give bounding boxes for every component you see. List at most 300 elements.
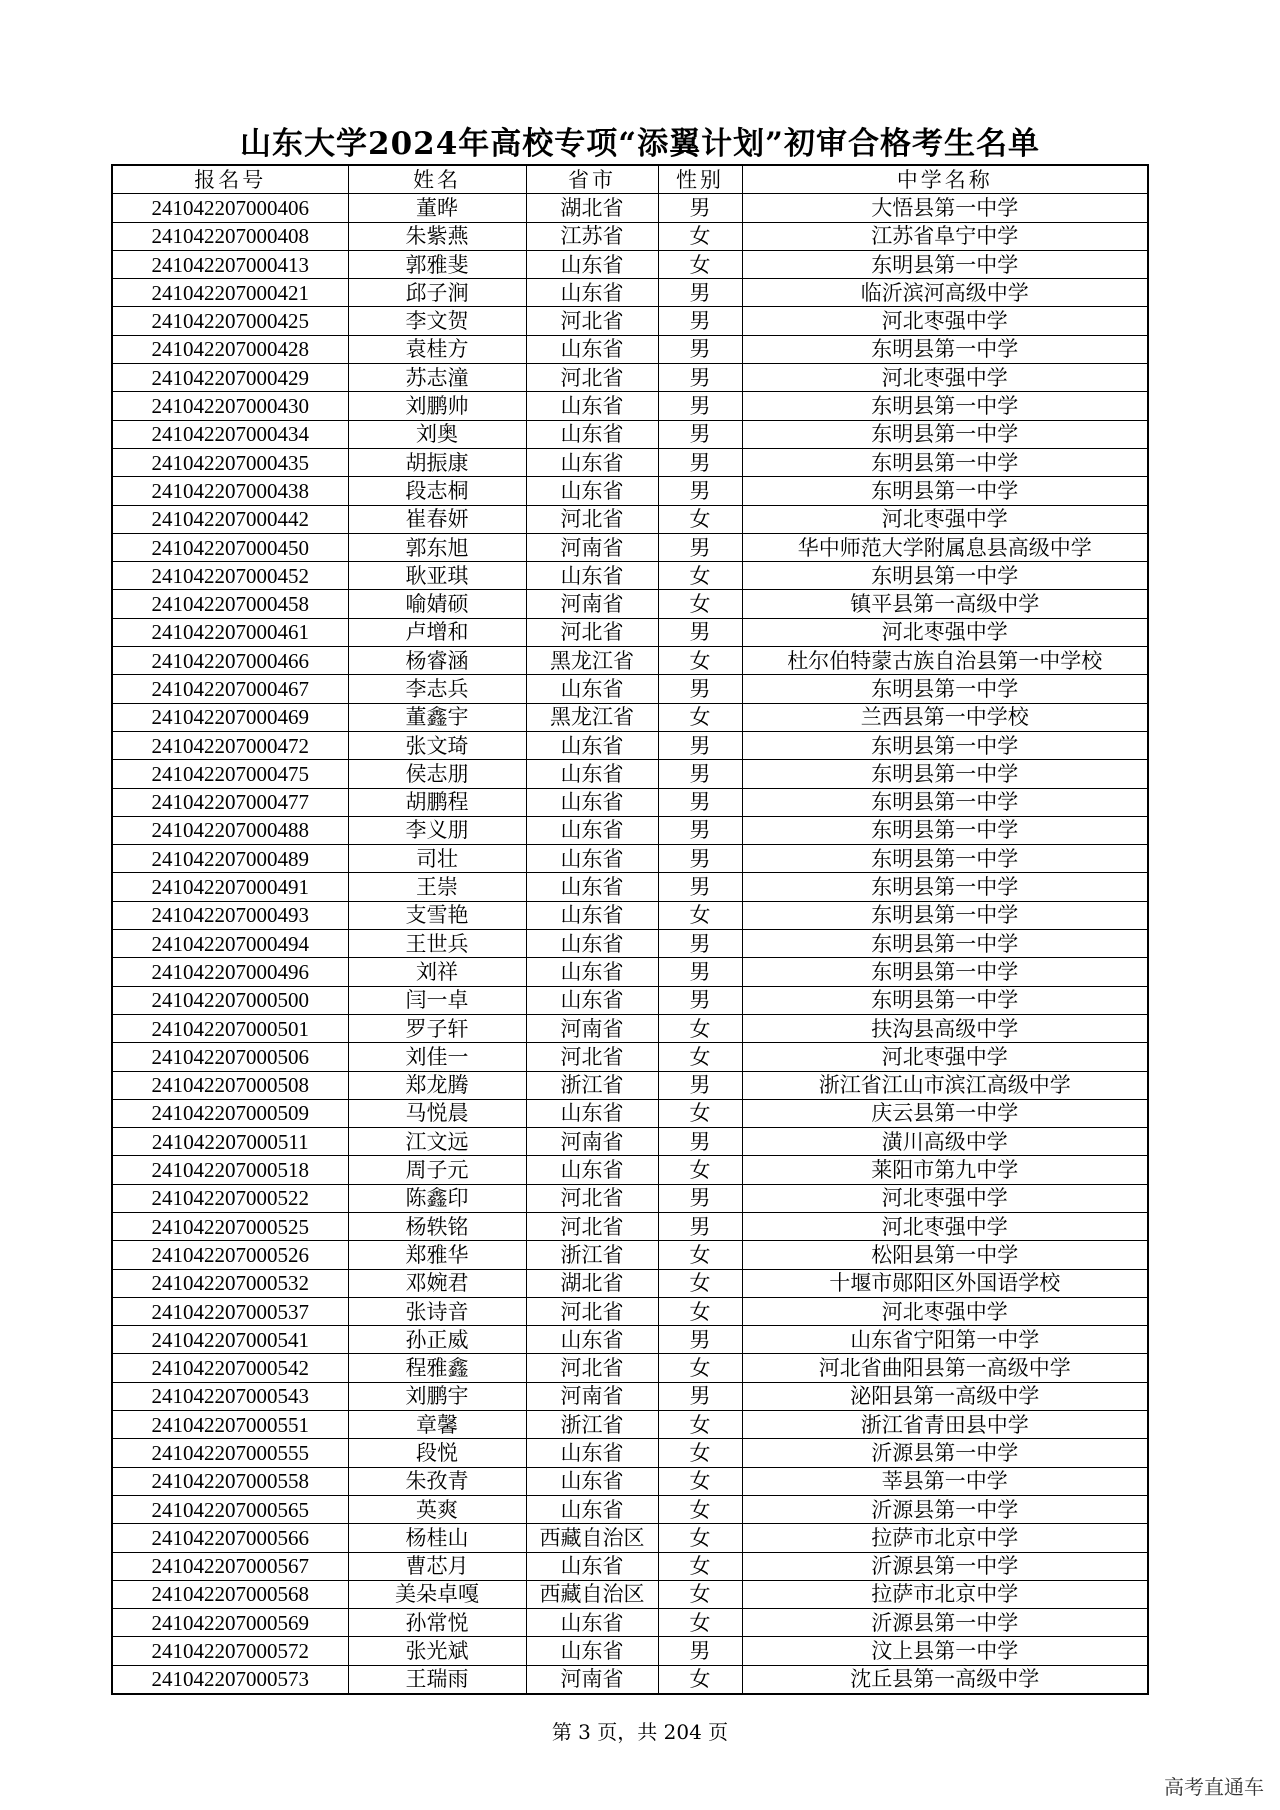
school-cell: 拉萨市北京中学 [742,1524,1148,1552]
table-row [112,1184,1148,1212]
table-row [112,1580,1148,1608]
table-row [112,618,1148,646]
candidate-table [111,164,1149,1695]
table-row [112,1071,1148,1099]
school-cell: 东明县第一中学 [742,250,1148,278]
header-registration-no: 报名号 [112,165,348,194]
province-cell: 山东省 [526,986,658,1014]
name-cell: 王瑞雨 [348,1665,526,1694]
table-row [112,335,1148,363]
school-cell: 东明县第一中学 [742,845,1148,873]
name-cell: 段悦 [348,1439,526,1467]
registration-no-cell: 241042207000543 [112,1382,348,1410]
province-cell: 山东省 [526,930,658,958]
name-cell: 崔春妍 [348,505,526,533]
registration-no-cell: 241042207000537 [112,1297,348,1325]
gender-cell: 男 [658,618,742,646]
gender-cell: 男 [658,845,742,873]
name-cell: 卢增和 [348,618,526,646]
name-cell: 郭东旭 [348,533,526,561]
table-row [112,364,1148,392]
province-cell: 浙江省 [526,1241,658,1269]
school-cell: 河北枣强中学 [742,1212,1148,1240]
registration-no-cell: 241042207000558 [112,1467,348,1495]
school-cell: 汶上县第一中学 [742,1637,1148,1665]
name-cell: 袁桂方 [348,335,526,363]
table-row [112,958,1148,986]
registration-no-cell: 241042207000494 [112,930,348,958]
name-cell: 郑雅华 [348,1241,526,1269]
school-cell: 潢川高级中学 [742,1128,1148,1156]
gender-cell: 女 [658,505,742,533]
registration-no-cell: 241042207000413 [112,250,348,278]
province-cell: 山东省 [526,1495,658,1523]
gender-cell: 男 [658,420,742,448]
name-cell: 张文琦 [348,731,526,759]
school-cell: 莱阳市第九中学 [742,1156,1148,1184]
gender-cell: 男 [658,958,742,986]
registration-no-cell: 241042207000508 [112,1071,348,1099]
school-cell: 临沂滨河高级中学 [742,279,1148,307]
registration-no-cell: 241042207000469 [112,703,348,731]
table-row [112,1241,1148,1269]
registration-no-cell: 241042207000522 [112,1184,348,1212]
province-cell: 山东省 [526,392,658,420]
registration-no-cell: 241042207000450 [112,533,348,561]
registration-no-cell: 241042207000565 [112,1495,348,1523]
name-cell: 江文远 [348,1128,526,1156]
table-row [112,1552,1148,1580]
gender-cell: 男 [658,760,742,788]
gender-cell: 女 [658,1014,742,1042]
table-row [112,1524,1148,1552]
school-cell: 东明县第一中学 [742,760,1148,788]
table-row [112,307,1148,335]
gender-cell: 女 [658,562,742,590]
school-cell: 十堰市郧阳区外国语学校 [742,1269,1148,1297]
province-cell: 山东省 [526,1439,658,1467]
province-cell: 河北省 [526,364,658,392]
province-cell: 河北省 [526,1297,658,1325]
province-cell: 山东省 [526,845,658,873]
table-row [112,590,1148,618]
gender-cell: 男 [658,731,742,759]
province-cell: 河南省 [526,1014,658,1042]
name-cell: 周子元 [348,1156,526,1184]
school-cell: 大悟县第一中学 [742,194,1148,222]
registration-no-cell: 241042207000496 [112,958,348,986]
school-cell: 扶沟县高级中学 [742,1014,1148,1042]
registration-no-cell: 241042207000541 [112,1326,348,1354]
school-cell: 东明县第一中学 [742,731,1148,759]
school-cell: 东明县第一中学 [742,901,1148,929]
registration-no-cell: 241042207000408 [112,222,348,250]
table-row [112,222,1148,250]
registration-no-cell: 241042207000429 [112,364,348,392]
registration-no-cell: 241042207000489 [112,845,348,873]
province-cell: 山东省 [526,731,658,759]
province-cell: 山东省 [526,958,658,986]
registration-no-cell: 241042207000421 [112,279,348,307]
gender-cell: 男 [658,873,742,901]
gender-cell: 女 [658,250,742,278]
gender-cell: 男 [658,1382,742,1410]
registration-no-cell: 241042207000532 [112,1269,348,1297]
name-cell: 杨轶铭 [348,1212,526,1240]
registration-no-cell: 241042207000567 [112,1552,348,1580]
school-cell: 东明县第一中学 [742,873,1148,901]
table-row [112,1439,1148,1467]
registration-no-cell: 241042207000551 [112,1411,348,1439]
registration-no-cell: 241042207000461 [112,618,348,646]
name-cell: 郑龙腾 [348,1071,526,1099]
province-cell: 山东省 [526,562,658,590]
name-cell: 陈鑫印 [348,1184,526,1212]
registration-no-cell: 241042207000526 [112,1241,348,1269]
province-cell: 河南省 [526,590,658,618]
gender-cell: 男 [658,307,742,335]
table-row [112,1411,1148,1439]
gender-cell: 男 [658,816,742,844]
school-cell: 东明县第一中学 [742,392,1148,420]
gender-cell: 女 [658,590,742,618]
school-cell: 泌阳县第一高级中学 [742,1382,1148,1410]
gender-cell: 女 [658,1495,742,1523]
province-cell: 河南省 [526,1128,658,1156]
province-cell: 山东省 [526,279,658,307]
table-row [112,250,1148,278]
school-cell: 河北枣强中学 [742,364,1148,392]
school-cell: 东明县第一中学 [742,477,1148,505]
name-cell: 侯志朋 [348,760,526,788]
table-row [112,845,1148,873]
name-cell: 杨桂山 [348,1524,526,1552]
table-row [112,1637,1148,1665]
school-cell: 华中师范大学附属息县高级中学 [742,533,1148,561]
gender-cell: 男 [658,194,742,222]
name-cell: 英爽 [348,1495,526,1523]
registration-no-cell: 241042207000572 [112,1637,348,1665]
name-cell: 刘鹏宇 [348,1382,526,1410]
school-cell: 东明县第一中学 [742,335,1148,363]
registration-no-cell: 241042207000573 [112,1665,348,1694]
registration-no-cell: 241042207000501 [112,1014,348,1042]
province-cell: 山东省 [526,335,658,363]
name-cell: 张光斌 [348,1637,526,1665]
name-cell: 段志桐 [348,477,526,505]
table-row [112,1212,1148,1240]
name-cell: 美朵卓嘎 [348,1580,526,1608]
school-cell: 河北枣强中学 [742,1043,1148,1071]
registration-no-cell: 241042207000477 [112,788,348,816]
school-cell: 河北枣强中学 [742,618,1148,646]
province-cell: 河北省 [526,1184,658,1212]
registration-no-cell: 241042207000466 [112,647,348,675]
school-cell: 杜尔伯特蒙古族自治县第一中学校 [742,647,1148,675]
province-cell: 湖北省 [526,194,658,222]
name-cell: 胡鹏程 [348,788,526,816]
registration-no-cell: 241042207000438 [112,477,348,505]
school-cell: 河北枣强中学 [742,1297,1148,1325]
registration-no-cell: 241042207000566 [112,1524,348,1552]
province-cell: 西藏自治区 [526,1580,658,1608]
school-cell: 沂源县第一中学 [742,1609,1148,1637]
gender-cell: 女 [658,647,742,675]
gender-cell: 女 [658,1665,742,1694]
name-cell: 胡振康 [348,448,526,476]
province-cell: 山东省 [526,788,658,816]
province-cell: 山东省 [526,1326,658,1354]
name-cell: 邓婉君 [348,1269,526,1297]
school-cell: 东明县第一中学 [742,448,1148,476]
table-row [112,647,1148,675]
school-cell: 镇平县第一高级中学 [742,590,1148,618]
table-row [112,1269,1148,1297]
table-row [112,930,1148,958]
registration-no-cell: 241042207000458 [112,590,348,618]
name-cell: 董晔 [348,194,526,222]
gender-cell: 女 [658,1609,742,1637]
province-cell: 河北省 [526,1354,658,1382]
province-cell: 山东省 [526,816,658,844]
registration-no-cell: 241042207000442 [112,505,348,533]
table-row [112,1665,1148,1694]
gender-cell: 男 [658,392,742,420]
name-cell: 张诗音 [348,1297,526,1325]
province-cell: 山东省 [526,1637,658,1665]
name-cell: 王崇 [348,873,526,901]
gender-cell: 女 [658,1269,742,1297]
registration-no-cell: 241042207000568 [112,1580,348,1608]
school-cell: 河北枣强中学 [742,505,1148,533]
registration-no-cell: 241042207000430 [112,392,348,420]
name-cell: 程雅鑫 [348,1354,526,1382]
gender-cell: 女 [658,1580,742,1608]
gender-cell: 女 [658,1524,742,1552]
document-title: 山东大学2024年高校专项“添翼计划”初审合格考生名单 [240,126,1040,162]
table-row [112,816,1148,844]
registration-no-cell: 241042207000452 [112,562,348,590]
name-cell: 曹芯月 [348,1552,526,1580]
registration-no-cell: 241042207000493 [112,901,348,929]
gender-cell: 女 [658,1439,742,1467]
table-row [112,760,1148,788]
school-cell: 沂源县第一中学 [742,1439,1148,1467]
province-cell: 河北省 [526,505,658,533]
name-cell: 章馨 [348,1411,526,1439]
registration-no-cell: 241042207000518 [112,1156,348,1184]
page-footer: 第 3 页，共 204 页 [551,1720,729,1744]
name-cell: 罗子轩 [348,1014,526,1042]
gender-cell: 男 [658,1637,742,1665]
province-cell: 山东省 [526,1156,658,1184]
table-row [112,1382,1148,1410]
registration-no-cell: 241042207000525 [112,1212,348,1240]
registration-no-cell: 241042207000467 [112,675,348,703]
table-row [112,533,1148,561]
name-cell: 孙正威 [348,1326,526,1354]
province-cell: 黑龙江省 [526,647,658,675]
registration-no-cell: 241042207000506 [112,1043,348,1071]
table-row [112,279,1148,307]
table-row [112,1128,1148,1156]
header-province: 省市 [526,165,658,194]
province-cell: 山东省 [526,1099,658,1127]
province-cell: 江苏省 [526,222,658,250]
province-cell: 河南省 [526,1665,658,1694]
province-cell: 山东省 [526,1609,658,1637]
table-row [112,1099,1148,1127]
registration-no-cell: 241042207000569 [112,1609,348,1637]
school-cell: 山东省宁阳第一中学 [742,1326,1148,1354]
gender-cell: 男 [658,1212,742,1240]
school-cell: 东明县第一中学 [742,675,1148,703]
province-cell: 河北省 [526,1212,658,1240]
gender-cell: 男 [658,788,742,816]
name-cell: 李文贺 [348,307,526,335]
school-cell: 东明县第一中学 [742,788,1148,816]
school-cell: 东明县第一中学 [742,930,1148,958]
table-row [112,675,1148,703]
name-cell: 支雪艳 [348,901,526,929]
gender-cell: 男 [658,335,742,363]
gender-cell: 男 [658,448,742,476]
name-cell: 耿亚琪 [348,562,526,590]
table-header-row [112,165,1148,194]
province-cell: 湖北省 [526,1269,658,1297]
registration-no-cell: 241042207000542 [112,1354,348,1382]
table-row [112,1495,1148,1523]
table-row [112,986,1148,1014]
province-cell: 河南省 [526,1382,658,1410]
gender-cell: 男 [658,533,742,561]
table-row [112,448,1148,476]
province-cell: 山东省 [526,420,658,448]
name-cell: 马悦晨 [348,1099,526,1127]
province-cell: 山东省 [526,1467,658,1495]
table-row [112,1467,1148,1495]
name-cell: 刘鹏帅 [348,392,526,420]
name-cell: 司壮 [348,845,526,873]
gender-cell: 女 [658,1354,742,1382]
school-cell: 河北枣强中学 [742,307,1148,335]
gender-cell: 男 [658,1184,742,1212]
school-cell: 东明县第一中学 [742,958,1148,986]
name-cell: 孙常悦 [348,1609,526,1637]
gender-cell: 女 [658,222,742,250]
table-row [112,873,1148,901]
registration-no-cell: 241042207000425 [112,307,348,335]
gender-cell: 男 [658,279,742,307]
registration-no-cell: 241042207000488 [112,816,348,844]
gender-cell: 女 [658,1099,742,1127]
school-cell: 江苏省阜宁中学 [742,222,1148,250]
province-cell: 山东省 [526,250,658,278]
gender-cell: 女 [658,1043,742,1071]
province-cell: 山东省 [526,873,658,901]
name-cell: 邱子涧 [348,279,526,307]
province-cell: 河北省 [526,1043,658,1071]
name-cell: 朱孜青 [348,1467,526,1495]
name-cell: 刘祥 [348,958,526,986]
table-row [112,901,1148,929]
school-cell: 东明县第一中学 [742,986,1148,1014]
registration-no-cell: 241042207000509 [112,1099,348,1127]
gender-cell: 女 [658,1297,742,1325]
registration-no-cell: 241042207000491 [112,873,348,901]
province-cell: 黑龙江省 [526,703,658,731]
province-cell: 河北省 [526,307,658,335]
registration-no-cell: 241042207000511 [112,1128,348,1156]
name-cell: 刘奥 [348,420,526,448]
school-cell: 浙江省青田县中学 [742,1411,1148,1439]
name-cell: 李义朋 [348,816,526,844]
gender-cell: 女 [658,1156,742,1184]
gender-cell: 男 [658,477,742,505]
name-cell: 杨睿涵 [348,647,526,675]
name-cell: 刘佳一 [348,1043,526,1071]
table-body [112,194,1148,1694]
registration-no-cell: 241042207000472 [112,731,348,759]
school-cell: 兰西县第一中学校 [742,703,1148,731]
table-row [112,1297,1148,1325]
province-cell: 浙江省 [526,1411,658,1439]
table-row [112,731,1148,759]
province-cell: 浙江省 [526,1071,658,1099]
table-row [112,788,1148,816]
school-cell: 松阳县第一中学 [742,1241,1148,1269]
table-row [112,1156,1148,1184]
gender-cell: 男 [658,1128,742,1156]
gender-cell: 男 [658,1071,742,1099]
gender-cell: 女 [658,1241,742,1269]
gender-cell: 女 [658,1552,742,1580]
name-cell: 王世兵 [348,930,526,958]
table-row [112,1014,1148,1042]
gender-cell: 女 [658,703,742,731]
table-row [112,392,1148,420]
name-cell: 郭雅斐 [348,250,526,278]
header-school: 中学名称 [742,165,1148,194]
gender-cell: 男 [658,986,742,1014]
table-row [112,1043,1148,1071]
name-cell: 朱紫燕 [348,222,526,250]
school-cell: 浙江省江山市滨江高级中学 [742,1071,1148,1099]
school-cell: 莘县第一中学 [742,1467,1148,1495]
gender-cell: 女 [658,1467,742,1495]
table-row [112,1609,1148,1637]
registration-no-cell: 241042207000435 [112,448,348,476]
school-cell: 拉萨市北京中学 [742,1580,1148,1608]
province-cell: 山东省 [526,448,658,476]
table-row [112,477,1148,505]
school-cell: 河北枣强中学 [742,1184,1148,1212]
gender-cell: 男 [658,1326,742,1354]
school-cell: 东明县第一中学 [742,562,1148,590]
table-row [112,1326,1148,1354]
gender-cell: 女 [658,901,742,929]
name-cell: 闫一卓 [348,986,526,1014]
province-cell: 西藏自治区 [526,1524,658,1552]
table-row [112,562,1148,590]
name-cell: 李志兵 [348,675,526,703]
registration-no-cell: 241042207000475 [112,760,348,788]
province-cell: 山东省 [526,1552,658,1580]
gender-cell: 男 [658,930,742,958]
province-cell: 山东省 [526,901,658,929]
registration-no-cell: 241042207000428 [112,335,348,363]
gender-cell: 女 [658,1411,742,1439]
